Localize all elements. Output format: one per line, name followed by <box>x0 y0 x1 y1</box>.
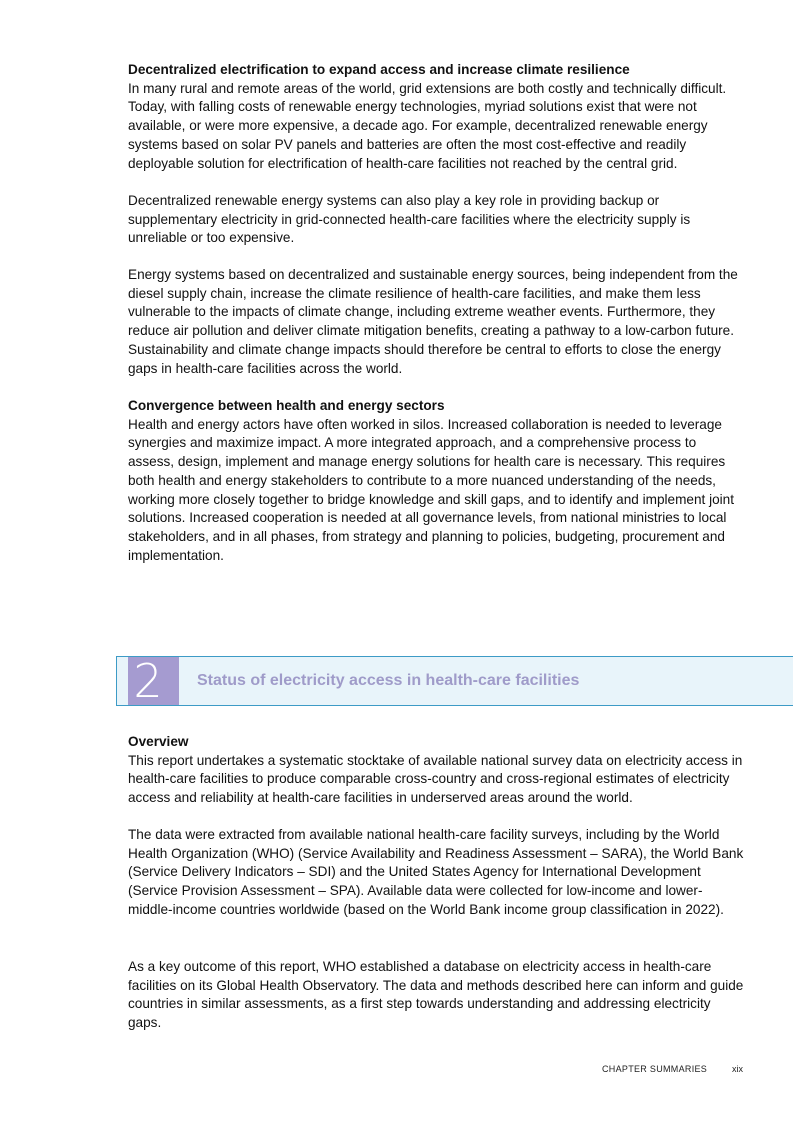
paragraph: Energy systems based on decentralized and sustainable energy sources, being independent from the diesel supply chain, increase the climate resilience of health-care facilities, and make them less vulnerable to the impacts of climate change, including extreme weather events. Furthermore, they reduce air pollution and deliver climate mitigation benefits, creating a pathway to a low-carbon future. Sustainability and climate change impacts should therefore be central to efforts to close the energy gaps in health-care facilities across the world. <box>128 267 738 376</box>
chapter-title: Status of electricity access in health-care facilities <box>197 672 580 689</box>
section-decentralized-electrification <box>128 61 744 173</box>
paragraph: In many rural and remote areas of the world, grid extensions are both costly and technically difficult. Today, with falling costs of renewable energy technologies, myriad solutions exist that were not available, or were more expensive, a decade ago. For example, decentralized renewable energy systems based on solar PV panels and batteries are often the most cost-effective and readily deployable solution for electrification of health-care facilities not reached by the central grid. <box>128 80 727 171</box>
paragraph: Decentralized renewable energy systems can also play a key role in providing backup or supplementary electricity in grid-connected health-care facilities where the electricity supply is unreliable or too expensive. <box>128 193 691 246</box>
footer-chapter-label: CHAPTER SUMMARIES <box>602 1064 708 1074</box>
footer-page-number: xix <box>732 1064 743 1074</box>
section-heading: Overview <box>128 734 189 749</box>
paragraph: This report undertakes a systematic stocktake of available national survey data on electricity access in health-care facilities to produce comparable cross-country and cross-regional estimates of electricity access and reliability at health-care facilities in underserved areas around the world. <box>128 752 743 806</box>
section-convergence <box>128 397 744 565</box>
section-overview <box>128 733 744 808</box>
paragraph: As a key outcome of this report, WHO established a database on electricity access in health-care facilities on its Global Health Observatory. The data and methods described here can inform and guide countries in similar assessments, as a first step towards understanding and addressing electricity gaps. <box>128 959 744 1031</box>
section-heading: Convergence between health and energy sectors <box>128 398 445 413</box>
paragraph: Health and energy actors have often worked in silos. Increased collaboration is needed to leverage synergies and maximize impact. A more integrated approach, and a comprehensive process to assess, design, implement and manage energy solutions for health care is necessary. This requires both health and energy stakeholders to contribute to a more nuanced understanding of the needs, working more closely together to bridge knowledge and skill gaps, and to identify and implement joint solutions. Increased cooperation is needed at all governance levels, from national ministries to local stakeholders, and in all phases, from strategy and planning to policies, budgeting, procurement and implementation. <box>128 416 735 563</box>
chapter-banner <box>116 656 793 706</box>
paragraph: The data were extracted from available national health-care facility surveys, including by the World Health Organization (WHO) (Service Availability and Readiness Assessment – SARA), the World Bank (Service Delivery Indicators – SDI) and the United States Agency for International Development (Service Provision Assessment – SPA). Available data were collected for low-income and lower-middle-income countries worldwide (based on the World Bank income group classification in 2022). <box>128 827 744 917</box>
chapter-number: 2 <box>133 654 163 708</box>
section-heading: Decentralized electrification to expand access and increase climate resilience <box>128 62 630 77</box>
chapter-number-box <box>128 654 179 708</box>
